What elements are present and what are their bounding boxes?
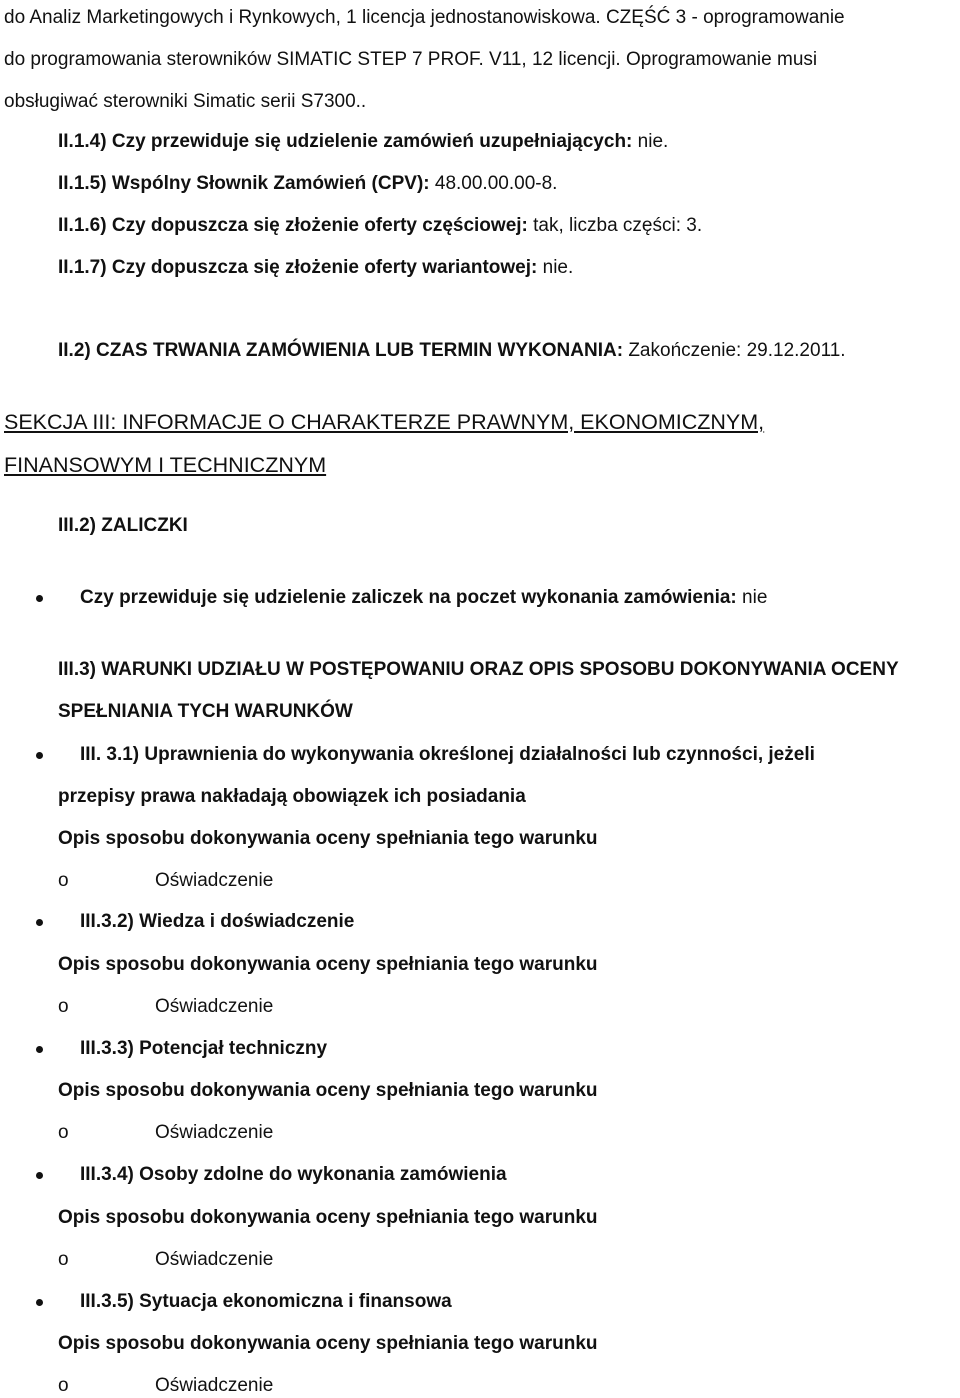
item-5-sub: Oświadczenie [155, 1375, 274, 1396]
ii2-line [58, 339, 846, 363]
sub-bullet: o [58, 1249, 69, 1270]
ii14-label: II.1.4) Czy przewiduje się udzielenie zamówień uzupełniających: [58, 131, 633, 152]
item-5-desc: Opis sposobu dokonywania oceny spełniania tego warunku [58, 1333, 598, 1354]
bullet [36, 1172, 43, 1179]
iii2-question [80, 586, 767, 610]
sub-bullet: o [58, 996, 69, 1017]
item-2-sub: Oświadczenie [155, 996, 274, 1017]
section-iii-title-line-1: SEKCJA III: INFORMACJE O CHARAKTERZE PRAWNYM, EKONOMICZNYM, [4, 410, 765, 434]
bullet [36, 595, 43, 602]
item-3-sub: Oświadczenie [155, 1122, 274, 1143]
sub-bullet: o [58, 870, 69, 891]
ii16-line [58, 214, 702, 238]
item-1-desc: Opis sposobu dokonywania oceny spełniania tego warunku [58, 828, 598, 849]
sub-bullet: o [58, 1375, 69, 1396]
bullet [36, 752, 43, 759]
intro-line-1: do Analiz Marketingowych i Rynkowych, 1 licencja jednostanowiskowa. CZĘŚĆ 3 - oprogramowanie [4, 7, 845, 28]
iii2-value: nie [736, 587, 768, 608]
bullet [36, 919, 43, 926]
item-2-desc: Opis sposobu dokonywania oceny spełniania tego warunku [58, 954, 598, 975]
item-1-title-line-1: III. 3.1) Uprawnienia do wykonywania określonej działalności lub czynności, jeżeli [80, 744, 815, 765]
iii2-heading: III.2) ZALICZKI [58, 515, 188, 536]
iii3-heading-line-1: III.3) WARUNKI UDZIAŁU W POSTĘPOWANIU ORAZ OPIS SPOSOBU DOKONYWANIA OCENY [58, 659, 899, 680]
ii16-value: tak, liczba części: 3. [527, 215, 703, 236]
item-4-title: III.3.4) Osoby zdolne do wykonania zamówienia [80, 1164, 507, 1185]
section-iii-title-line-2: FINANSOWYM I TECHNICZNYM [4, 453, 327, 477]
ii17-label: II.1.7) Czy dopuszcza się złożenie oferty wariantowej: [58, 257, 538, 278]
ii15-label: II.1.5) Wspólny Słownik Zamówień (CPV): [58, 173, 430, 194]
ii15-line [58, 172, 557, 196]
item-1-sub: Oświadczenie [155, 870, 274, 891]
item-1-title-line-2: przepisy prawa nakładają obowiązek ich posiadania [58, 786, 526, 807]
ii2-label: II.2) CZAS TRWANIA ZAMÓWIENIA LUB TERMIN WYKONANIA: [58, 340, 624, 361]
ii16-label: II.1.6) Czy dopuszcza się złożenie oferty częściowej: [58, 215, 528, 236]
ii15-value: 48.00.00.00-8. [429, 173, 558, 194]
intro-line-2: do programowania sterowników SIMATIC STEP 7 PROF. V11, 12 licencji. Oprogramowanie musi [4, 49, 818, 70]
item-2-title: III.3.2) Wiedza i doświadczenie [80, 911, 355, 932]
item-4-desc: Opis sposobu dokonywania oceny spełniania tego warunku [58, 1207, 598, 1228]
bullet [36, 1299, 43, 1306]
intro-line-3: obsługiwać sterowniki Simatic serii S7300.. [4, 91, 367, 112]
ii14-value: nie. [632, 131, 669, 152]
ii17-line [58, 256, 573, 280]
item-3-desc: Opis sposobu dokonywania oceny spełniania tego warunku [58, 1080, 598, 1101]
ii17-value: nie. [537, 257, 574, 278]
item-3-title: III.3.3) Potencjał techniczny [80, 1038, 328, 1059]
item-4-sub: Oświadczenie [155, 1249, 274, 1270]
iii2-label: Czy przewiduje się udzielenie zaliczek na poczet wykonania zamówienia: [80, 587, 737, 608]
sub-bullet: o [58, 1122, 69, 1143]
ii2-value: Zakończenie: 29.12.2011. [623, 340, 846, 361]
item-5-title: III.3.5) Sytuacja ekonomiczna i finansowa [80, 1291, 452, 1312]
iii3-heading-line-2: SPEŁNIANIA TYCH WARUNKÓW [58, 701, 353, 722]
bullet [36, 1046, 43, 1053]
ii14-line [58, 130, 668, 154]
